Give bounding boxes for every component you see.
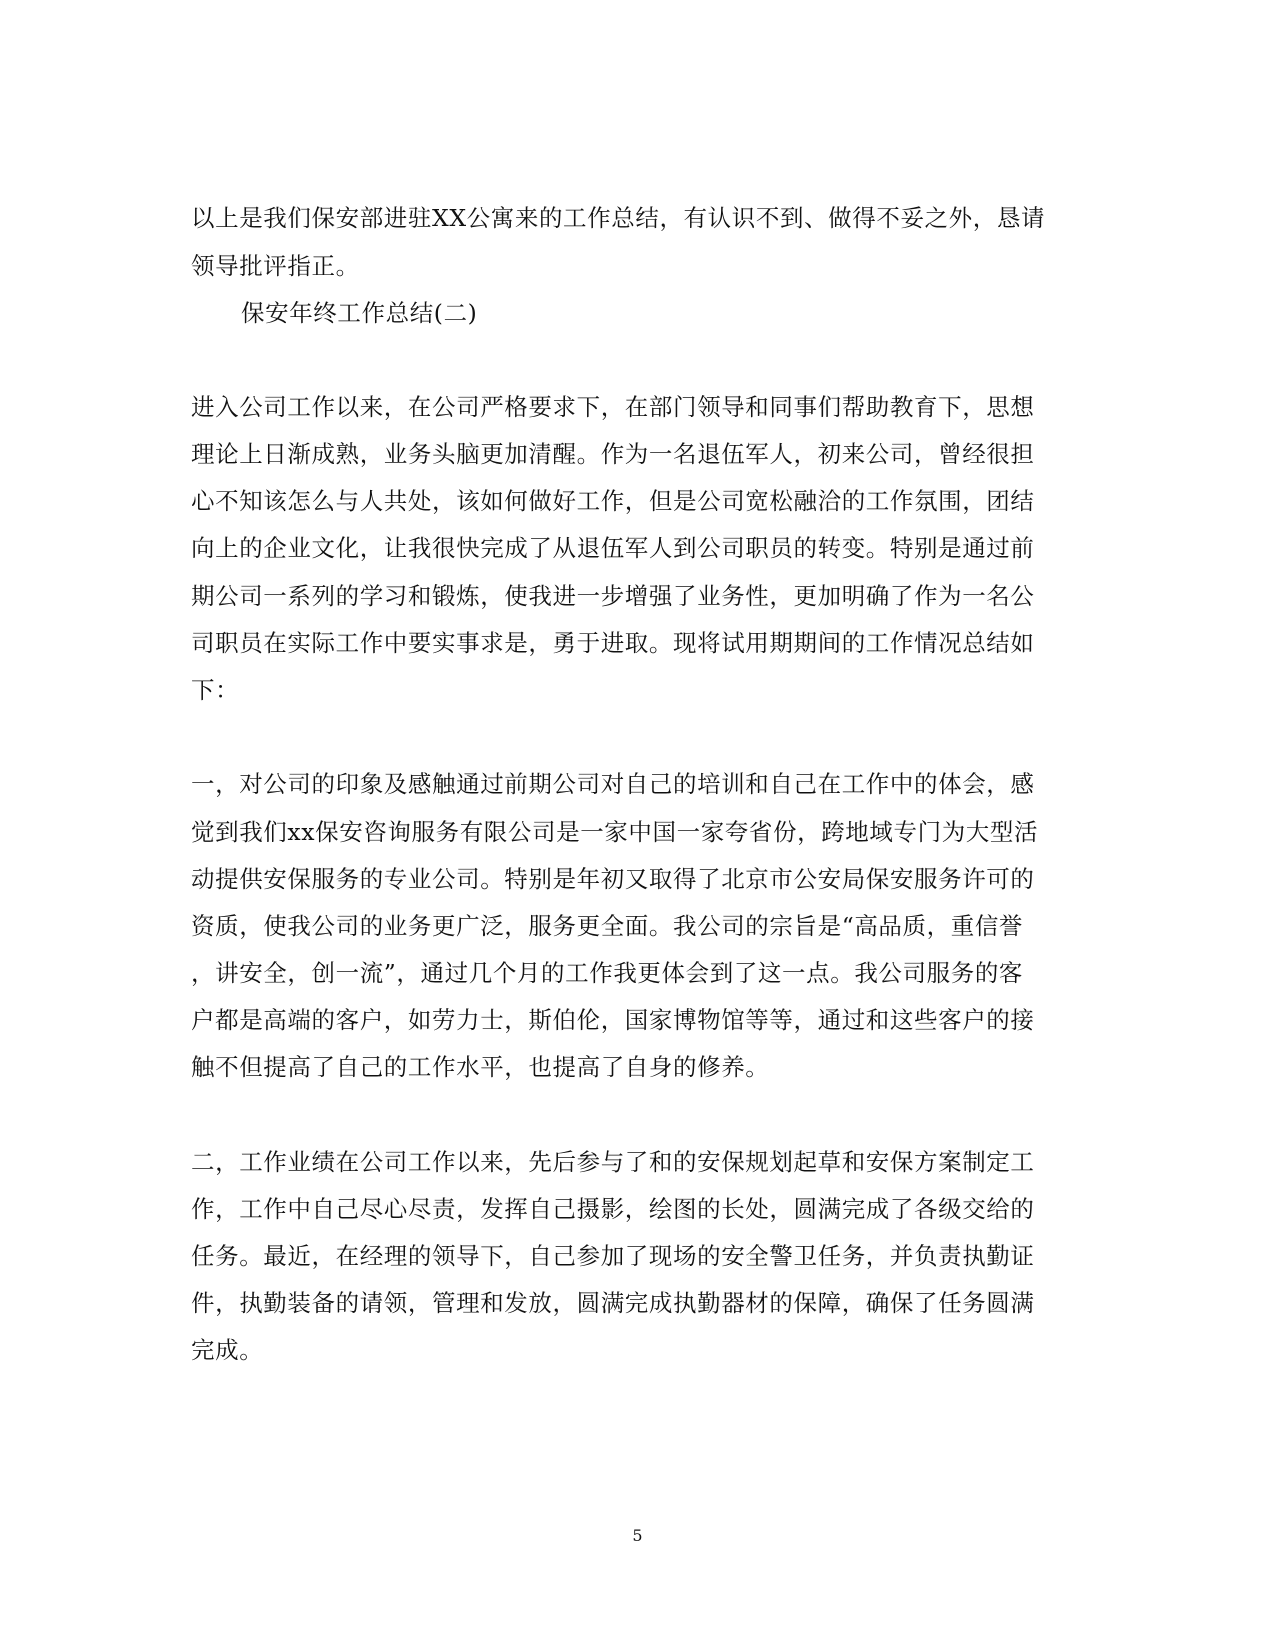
paragraph-line: 司职员在实际工作中要实事求是，勇于进取。现将试用期期间的工作情况总结如 bbox=[191, 629, 1035, 657]
paragraph-line: 任务。最近，在经理的领导下，自己参加了现场的安全警卫任务，并负责执勤证 bbox=[191, 1242, 1035, 1270]
paragraph-line: 件，执勤装备的请领，管理和发放，圆满完成执勤器材的保障，确保了任务圆满 bbox=[191, 1289, 1035, 1317]
paragraph-line: 作，工作中自己尽心尽责，发挥自己摄影，绘图的长处，圆满完成了各级交给的 bbox=[191, 1195, 1035, 1223]
paragraph-line: 进入公司工作以来，在公司严格要求下，在部门领导和同事们帮助教育下，思想 bbox=[191, 393, 1035, 421]
paragraph-line: 向上的企业文化，让我很快完成了从退伍军人到公司职员的转变。特别是通过前 bbox=[191, 534, 1035, 562]
paragraph-line: 期公司一系列的学习和锻炼，使我进一步增强了业务性，更加明确了作为一名公 bbox=[191, 582, 1035, 610]
paragraph-line: 二，工作业绩在公司工作以来，先后参与了和的安保规划起草和安保方案制定工 bbox=[191, 1148, 1035, 1176]
paragraph-line: 一，对公司的印象及感触通过前期公司对自己的培训和自己在工作中的体会，感 bbox=[191, 770, 1035, 798]
paragraph-line: 觉到我们xx保安咨询服务有限公司是一家中国一家夸省份，跨地域专门为大型活 bbox=[191, 818, 1039, 846]
paragraph-line: 领导批评指正。 bbox=[191, 252, 360, 280]
section-heading: 保安年终工作总结(二) bbox=[241, 299, 478, 327]
paragraph-line: ，讲安全，创一流”，通过几个月的工作我更体会到了这一点。我公司服务的客 bbox=[191, 959, 1024, 987]
paragraph-line: 下： bbox=[191, 676, 240, 704]
paragraph-line: 户都是高端的客户，如劳力士，斯伯伦，国家博物馆等等，通过和这些客户的接 bbox=[191, 1006, 1035, 1034]
paragraph-line: 完成。 bbox=[191, 1336, 264, 1364]
page-number: 5 bbox=[632, 1526, 643, 1545]
paragraph-line: 心不知该怎么与人共处，该如何做好工作，但是公司宽松融洽的工作氛围，团结 bbox=[191, 487, 1035, 515]
paragraph-line: 触不但提高了自己的工作水平，也提高了自身的修养。 bbox=[191, 1053, 770, 1081]
paragraph-line: 动提供安保服务的专业公司。特别是年初又取得了北京市公安局保安服务许可的 bbox=[191, 865, 1035, 893]
paragraph-line: 理论上日渐成熟，业务头脑更加清醒。作为一名退伍军人，初来公司，曾经很担 bbox=[191, 440, 1035, 468]
paragraph-line: 以上是我们保安部进驻XX公寓来的工作总结，有认识不到、做得不妥之外，恳请 bbox=[191, 204, 1046, 232]
paragraph-line: 资质，使我公司的业务更广泛，服务更全面。我公司的宗旨是“高品质，重信誉 bbox=[191, 912, 1024, 940]
